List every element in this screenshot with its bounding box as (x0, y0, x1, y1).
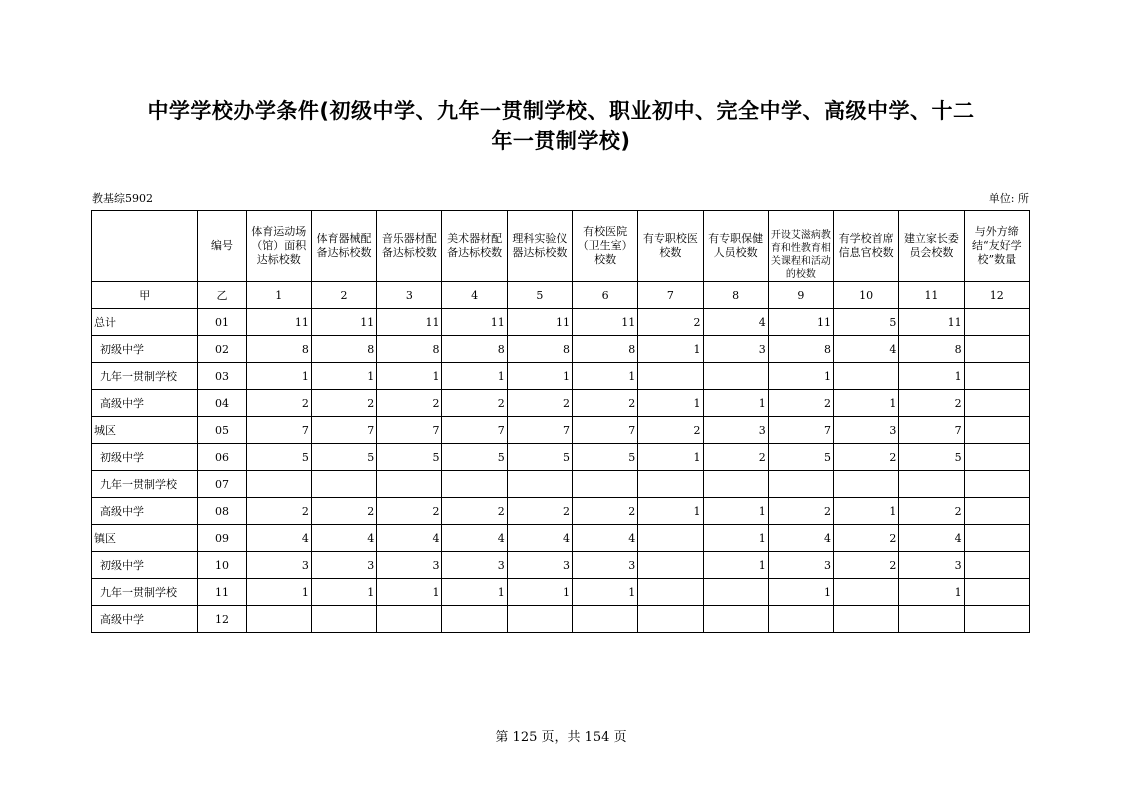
value-cell (964, 525, 1029, 552)
value-cell: 3 (507, 552, 572, 579)
title-line-2: 年一贯制学校) (491, 129, 631, 153)
value-cell (964, 309, 1029, 336)
form-code: 教基综5902 (92, 192, 153, 205)
value-cell: 2 (638, 309, 703, 336)
value-cell (703, 606, 768, 633)
value-cell: 8 (311, 336, 376, 363)
value-cell: 7 (507, 417, 572, 444)
value-cell: 4 (377, 525, 442, 552)
value-cell (899, 471, 964, 498)
value-cell: 1 (638, 390, 703, 417)
table-row (92, 417, 1030, 444)
value-cell: 2 (572, 498, 637, 525)
index-cell: 3 (377, 282, 442, 309)
value-cell (311, 606, 376, 633)
value-cell: 3 (899, 552, 964, 579)
value-cell (964, 390, 1029, 417)
header-col-7: 有专职校医校数 (638, 211, 703, 282)
value-cell: 11 (377, 309, 442, 336)
index-cell: 2 (311, 282, 376, 309)
header-row (92, 211, 1030, 282)
value-cell: 2 (442, 390, 507, 417)
row-label: 高级中学 (92, 390, 198, 417)
value-cell: 5 (311, 444, 376, 471)
value-cell: 2 (311, 390, 376, 417)
value-cell: 2 (834, 444, 899, 471)
value-cell: 1 (899, 579, 964, 606)
value-cell: 2 (638, 417, 703, 444)
value-cell: 1 (507, 363, 572, 390)
row-number: 03 (198, 363, 246, 390)
value-cell: 3 (572, 552, 637, 579)
index-cell: 9 (768, 282, 833, 309)
value-cell: 2 (572, 390, 637, 417)
table-row (92, 390, 1030, 417)
value-cell: 3 (703, 417, 768, 444)
value-cell (638, 579, 703, 606)
value-cell: 1 (703, 525, 768, 552)
value-cell (964, 417, 1029, 444)
header-col-9: 开设艾滋病教育和性教育相关课程和活动的校数 (768, 211, 833, 282)
unit-label: 单位: 所 (988, 192, 1029, 205)
value-cell: 2 (507, 390, 572, 417)
value-cell (768, 606, 833, 633)
index-cell: 10 (834, 282, 899, 309)
row-number: 05 (198, 417, 246, 444)
value-cell: 7 (572, 417, 637, 444)
table-row (92, 498, 1030, 525)
value-cell: 4 (442, 525, 507, 552)
index-cell: 4 (442, 282, 507, 309)
value-cell: 4 (899, 525, 964, 552)
value-cell: 2 (311, 498, 376, 525)
value-cell: 2 (377, 498, 442, 525)
index-cell: 11 (899, 282, 964, 309)
row-number: 04 (198, 390, 246, 417)
header-col-8: 有专职保健人员校数 (703, 211, 768, 282)
value-cell: 7 (311, 417, 376, 444)
row-label: 九年一贯制学校 (92, 363, 198, 390)
value-cell: 8 (572, 336, 637, 363)
value-cell (703, 579, 768, 606)
value-cell: 11 (572, 309, 637, 336)
value-cell (964, 471, 1029, 498)
value-cell: 1 (311, 579, 376, 606)
value-cell: 3 (768, 552, 833, 579)
row-number: 08 (198, 498, 246, 525)
value-cell: 3 (246, 552, 311, 579)
header-col-4: 美术器材配备达标校数 (442, 211, 507, 282)
value-cell: 4 (507, 525, 572, 552)
value-cell (703, 471, 768, 498)
header-no: 编号 (198, 211, 246, 282)
value-cell: 1 (442, 579, 507, 606)
row-label: 镇区 (92, 525, 198, 552)
header-col-6: 有校医院（卫生室）校数 (572, 211, 637, 282)
value-cell: 7 (377, 417, 442, 444)
row-label: 初级中学 (92, 444, 198, 471)
title-line-1: 中学学校办学条件(初级中学、九年一贯制学校、职业初中、完全中学、高级中学、十二 (147, 99, 975, 123)
value-cell (572, 606, 637, 633)
index-cell: 乙 (198, 282, 246, 309)
value-cell: 1 (442, 363, 507, 390)
value-cell (377, 606, 442, 633)
index-cell: 8 (703, 282, 768, 309)
table-row (92, 336, 1030, 363)
value-cell (638, 606, 703, 633)
value-cell: 2 (768, 498, 833, 525)
index-row (92, 282, 1030, 309)
value-cell: 11 (246, 309, 311, 336)
value-cell (638, 525, 703, 552)
value-cell: 2 (834, 525, 899, 552)
row-number: 06 (198, 444, 246, 471)
table-row (92, 606, 1030, 633)
page-title (80, 96, 1042, 156)
index-cell: 12 (964, 282, 1029, 309)
header-col-2: 体育器械配备达标校数 (311, 211, 376, 282)
row-number: 10 (198, 552, 246, 579)
data-table (91, 210, 1030, 633)
row-number: 12 (198, 606, 246, 633)
value-cell: 4 (572, 525, 637, 552)
header-name-cell (92, 211, 198, 282)
value-cell (311, 471, 376, 498)
value-cell: 2 (377, 390, 442, 417)
value-cell: 5 (442, 444, 507, 471)
value-cell (507, 471, 572, 498)
value-cell: 2 (899, 390, 964, 417)
value-cell: 4 (834, 336, 899, 363)
value-cell: 4 (246, 525, 311, 552)
table-row (92, 363, 1030, 390)
value-cell: 4 (703, 309, 768, 336)
value-cell (834, 579, 899, 606)
value-cell (638, 363, 703, 390)
value-cell: 5 (899, 444, 964, 471)
value-cell: 4 (768, 525, 833, 552)
value-cell (638, 552, 703, 579)
value-cell: 1 (246, 363, 311, 390)
value-cell: 1 (703, 390, 768, 417)
value-cell: 2 (246, 390, 311, 417)
value-cell: 1 (507, 579, 572, 606)
header-col-10: 有学校首席信息官校数 (834, 211, 899, 282)
table-row (92, 471, 1030, 498)
value-cell: 1 (899, 363, 964, 390)
header-col-11: 建立家长委员会校数 (899, 211, 964, 282)
value-cell: 5 (246, 444, 311, 471)
value-cell: 5 (834, 309, 899, 336)
value-cell: 2 (768, 390, 833, 417)
value-cell: 1 (768, 579, 833, 606)
page-footer: 第 125 页，共 154 页 (495, 730, 627, 745)
value-cell: 7 (768, 417, 833, 444)
row-number: 09 (198, 525, 246, 552)
value-cell (834, 471, 899, 498)
value-cell: 1 (703, 552, 768, 579)
value-cell (768, 471, 833, 498)
value-cell (246, 471, 311, 498)
value-cell (507, 606, 572, 633)
value-cell: 8 (899, 336, 964, 363)
value-cell: 3 (834, 417, 899, 444)
value-cell: 11 (507, 309, 572, 336)
value-cell: 1 (377, 363, 442, 390)
value-cell (964, 444, 1029, 471)
value-cell (964, 498, 1029, 525)
row-label: 初级中学 (92, 336, 198, 363)
value-cell: 2 (703, 444, 768, 471)
value-cell: 5 (377, 444, 442, 471)
index-cell: 甲 (92, 282, 198, 309)
index-cell: 6 (572, 282, 637, 309)
table-row (92, 444, 1030, 471)
value-cell: 3 (311, 552, 376, 579)
row-label: 城区 (92, 417, 198, 444)
row-label: 九年一贯制学校 (92, 579, 198, 606)
row-number: 07 (198, 471, 246, 498)
value-cell: 2 (442, 498, 507, 525)
index-cell: 5 (507, 282, 572, 309)
value-cell: 1 (311, 363, 376, 390)
value-cell: 11 (311, 309, 376, 336)
value-cell: 8 (377, 336, 442, 363)
value-cell: 7 (899, 417, 964, 444)
row-label: 总计 (92, 309, 198, 336)
value-cell: 7 (246, 417, 311, 444)
value-cell: 8 (246, 336, 311, 363)
value-cell: 11 (442, 309, 507, 336)
value-cell (964, 579, 1029, 606)
value-cell: 2 (899, 498, 964, 525)
row-label: 初级中学 (92, 552, 198, 579)
value-cell (377, 471, 442, 498)
value-cell: 1 (638, 498, 703, 525)
value-cell (964, 363, 1029, 390)
value-cell: 3 (703, 336, 768, 363)
value-cell (246, 606, 311, 633)
header-col-5: 理科实验仪器达标校数 (507, 211, 572, 282)
index-cell: 1 (246, 282, 311, 309)
table-row (92, 579, 1030, 606)
row-label: 九年一贯制学校 (92, 471, 198, 498)
value-cell: 5 (507, 444, 572, 471)
row-number: 11 (198, 579, 246, 606)
value-cell: 5 (768, 444, 833, 471)
row-label: 高级中学 (92, 498, 198, 525)
value-cell: 5 (572, 444, 637, 471)
table-row (92, 525, 1030, 552)
value-cell (572, 471, 637, 498)
value-cell (834, 606, 899, 633)
row-number: 02 (198, 336, 246, 363)
value-cell: 2 (507, 498, 572, 525)
value-cell (703, 363, 768, 390)
value-cell: 7 (442, 417, 507, 444)
table-row (92, 552, 1030, 579)
header-col-1: 体育运动场（馆）面积达标校数 (246, 211, 311, 282)
value-cell (899, 606, 964, 633)
row-number: 01 (198, 309, 246, 336)
table-row (92, 309, 1030, 336)
value-cell (964, 552, 1029, 579)
value-cell: 1 (638, 336, 703, 363)
value-cell (964, 336, 1029, 363)
value-cell: 4 (311, 525, 376, 552)
value-cell: 2 (834, 552, 899, 579)
value-cell: 1 (572, 579, 637, 606)
row-label: 高级中学 (92, 606, 198, 633)
value-cell (964, 606, 1029, 633)
header-col-12: 与外方缔结“友好学校”数量 (964, 211, 1029, 282)
value-cell: 8 (507, 336, 572, 363)
value-cell: 3 (377, 552, 442, 579)
value-cell: 8 (442, 336, 507, 363)
value-cell: 1 (377, 579, 442, 606)
value-cell: 2 (246, 498, 311, 525)
value-cell (638, 471, 703, 498)
value-cell: 1 (834, 390, 899, 417)
value-cell: 11 (899, 309, 964, 336)
value-cell (442, 471, 507, 498)
value-cell: 1 (246, 579, 311, 606)
value-cell: 1 (703, 498, 768, 525)
value-cell (442, 606, 507, 633)
value-cell: 1 (768, 363, 833, 390)
value-cell: 1 (638, 444, 703, 471)
index-cell: 7 (638, 282, 703, 309)
value-cell: 11 (768, 309, 833, 336)
value-cell (834, 363, 899, 390)
value-cell: 1 (572, 363, 637, 390)
value-cell: 8 (768, 336, 833, 363)
header-col-3: 音乐器材配备达标校数 (377, 211, 442, 282)
value-cell: 3 (442, 552, 507, 579)
value-cell: 1 (834, 498, 899, 525)
